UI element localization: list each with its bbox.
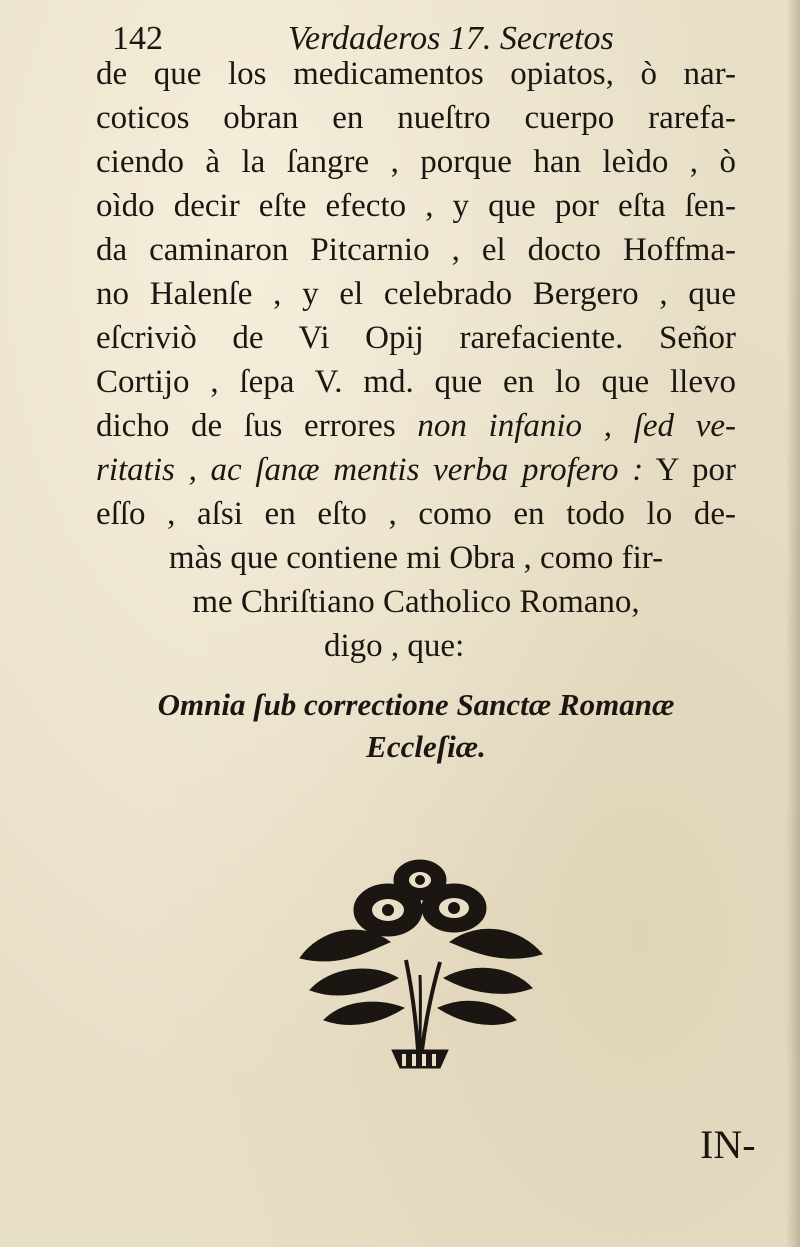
text-line: no Halenſe , y el celebrado Bergero , que bbox=[96, 276, 736, 312]
roman-text: dicho de ſus errores bbox=[96, 408, 418, 444]
latin-quote: non infanio , ſed ve- bbox=[417, 408, 736, 444]
page-number: 142 bbox=[112, 20, 163, 57]
body-text bbox=[96, 52, 736, 668]
text-line: da caminaron Pitcarnio , el docto Hoffma- bbox=[96, 232, 736, 268]
roman-text: Y por bbox=[643, 452, 736, 488]
latin-quote: ritatis , ac ſanæ mentis verba profero : bbox=[96, 452, 644, 488]
floral-vignette-icon bbox=[280, 850, 560, 1070]
text-line bbox=[96, 448, 736, 492]
motto-line: Omnia ſub correctione Sanctæ Romanæ bbox=[157, 687, 675, 722]
text-line: Cortijo , ſepa V. md. que en lo que llevo bbox=[96, 364, 736, 400]
text-line: me Chriſtiano Catholico Romano, bbox=[192, 584, 640, 620]
text-line: oìdo decir eſte efecto , y que por eſta ſen- bbox=[96, 188, 736, 224]
text-line: màs que contiene mi Obra , como fir- bbox=[168, 540, 664, 576]
text-line: digo , que: bbox=[324, 628, 465, 664]
motto-line: Eccleſiæ. bbox=[366, 729, 486, 764]
text-line: coticos obran en nueſtro cuerpo rarefa- bbox=[96, 100, 736, 136]
text-line: eſcriviò de Vi Opij rarefaciente. Señor bbox=[96, 320, 736, 356]
text-line: eſſo , aſsi en eſto , como en todo lo de- bbox=[96, 496, 736, 532]
text-line: de que los medicamentos opiatos, ò nar- bbox=[96, 56, 736, 92]
latin-motto bbox=[96, 684, 736, 768]
catchword: IN- bbox=[700, 1122, 756, 1167]
text-line: ciendo à la ſangre , porque han leìdo , ò bbox=[96, 144, 736, 180]
running-head-title: Verdaderos 17. Secretos bbox=[288, 20, 614, 57]
page-edge-shadow bbox=[786, 0, 800, 1247]
text-line bbox=[96, 404, 736, 448]
